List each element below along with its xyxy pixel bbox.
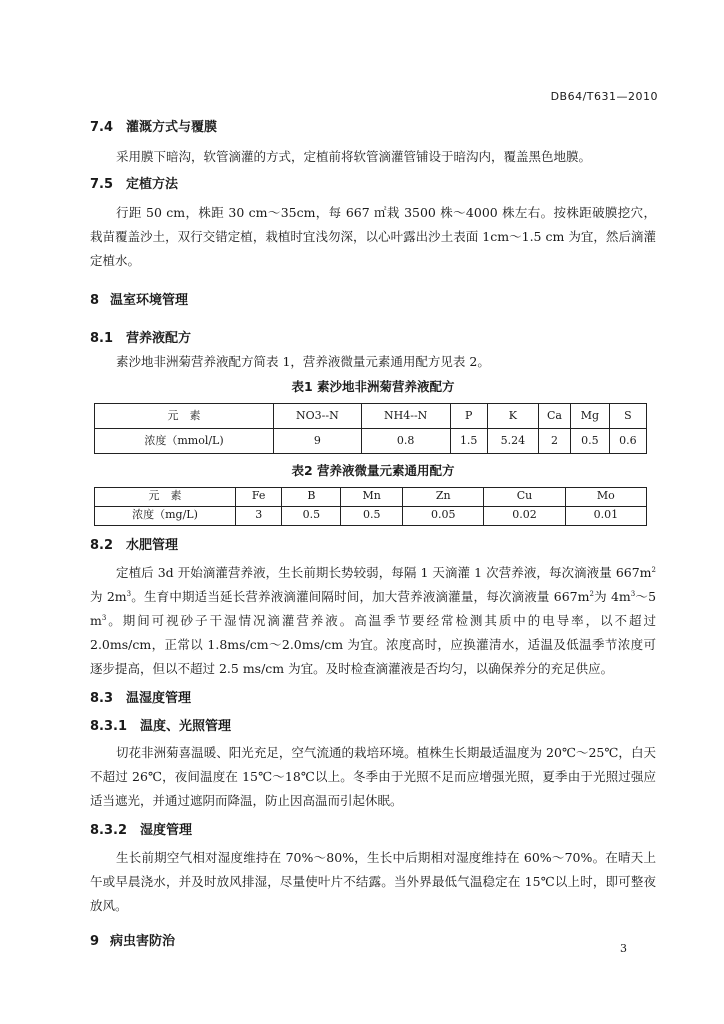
table-header-cell: Cu <box>484 487 565 506</box>
table-cell: 0.5 <box>571 428 610 453</box>
section-title: 湿度管理 <box>140 823 193 838</box>
paragraph-8-3-1: 切花非洲菊喜温暖、阳光充足，空气流通的栽培环境。植株生长期最适温度为 20℃～25℃，白天不超过 26℃，夜间温度在 15℃～18℃以上。冬季由于光照不足而应增强光照，夏季由于光照过强应适当遮光，并通过遮阴而降温，防止因高温而引起休眠。 <box>90 745 656 808</box>
table-cell: 5.24 <box>487 428 538 453</box>
table-header-cell: Ca <box>538 403 570 428</box>
superscript: 2 <box>589 589 594 598</box>
page-content <box>90 112 656 951</box>
table-header-cell: Mn <box>341 487 403 506</box>
table-cell: 0.5 <box>282 506 341 525</box>
table-header-row <box>95 487 647 506</box>
section-title: 水肥管理 <box>126 537 179 553</box>
section-number: 8 <box>90 293 100 308</box>
section-number: 7.5 <box>90 176 114 192</box>
table-2-caption: 表2 营养液微量元素通用配方 <box>291 462 455 478</box>
table-header-cell: Zn <box>403 487 484 506</box>
section-heading-8-3-2 <box>90 821 656 841</box>
table-cell: 0.02 <box>484 506 565 525</box>
section-title: 温度、光照管理 <box>140 718 232 734</box>
table-header-cell: B <box>282 487 341 506</box>
section-title: 营养液配方 <box>126 330 192 346</box>
superscript: 3 <box>630 589 636 598</box>
paragraph-text: ～5 m <box>90 589 657 628</box>
paragraph-text: 为 2m <box>90 589 127 604</box>
table-cell: 0.6 <box>609 428 646 453</box>
table-header-cell: NO3--N <box>274 403 362 428</box>
section-number: 8.3 <box>90 691 114 706</box>
section-number: 8.3.2 <box>90 823 128 838</box>
section-title: 温湿度管理 <box>126 691 192 706</box>
section-heading-8 <box>90 291 656 311</box>
section-heading-9 <box>90 932 656 952</box>
table-header-cell: 元 素 <box>95 403 274 428</box>
section-title: 定植方法 <box>126 176 179 192</box>
section-title: 病虫害防治 <box>110 933 176 949</box>
table-cell: 浓度（mg/L) <box>95 506 236 525</box>
paragraph-8-2 <box>90 561 656 681</box>
section-number: 7.4 <box>90 120 114 135</box>
paragraph-text: 为 4m <box>593 589 631 604</box>
paragraph-8-3-2: 生长前期空气相对湿度维持在 70%～80%，生长中后期相对湿度维持在 60%～70%。在晴天上午或早晨浇水，并及时放风排湿，尽量使叶片不结露。当外界最低气温稳定在 15℃以上时，即可整夜放风。 <box>90 849 656 913</box>
table-row <box>95 506 647 525</box>
paragraph-8-1: 素沙地非洲菊营养液配方简表 1，营养液微量元素通用配方见表 2。 <box>116 354 490 369</box>
paragraph-text: 。生育中期适当延长营养液滴灌间隔时间，加大营养液滴灌量，每次滴液量 667m <box>131 589 590 604</box>
section-title: 灌溉方式与覆膜 <box>126 120 218 135</box>
section-title: 温室环境管理 <box>110 293 189 308</box>
table-header-cell: 元 素 <box>95 487 236 506</box>
section-number: 8.2 <box>90 537 114 553</box>
table-header-cell: Mo <box>565 487 646 506</box>
table-cell: 2 <box>538 428 570 453</box>
table-header-cell: NH4--N <box>361 403 450 428</box>
section-number: 8.1 <box>90 330 114 346</box>
table-cell: 0.8 <box>361 428 450 453</box>
paragraph-7-5: 行距 50 cm，株距 30 cm～35cm，每 667 ㎡栽 3500 株～4000 株左右。按株距破膜挖穴，栽苗覆盖沙土，双行交错定植，栽植时宜浅勿深，以心叶露出沙土表面 1cm～1.5 cm 为宜，然后滴灌定植水。 <box>90 205 656 268</box>
superscript: 3 <box>101 613 107 622</box>
table-cell: 1.5 <box>450 428 487 453</box>
table-header-row <box>95 403 647 428</box>
section-heading-8-3-1 <box>90 717 656 737</box>
table-header-cell: Mg <box>571 403 610 428</box>
table-cell: 浓度（mmol/L) <box>95 428 274 453</box>
superscript: 2 <box>651 565 656 574</box>
table-cell: 9 <box>274 428 362 453</box>
table-2 <box>94 487 647 526</box>
section-number: 9 <box>90 933 100 949</box>
paragraph-text: 定植后 3d 开始滴灌营养液，生长前期长势较弱，每隔 1 天滴灌 1 次营养液，每次滴液量 667m <box>116 565 652 580</box>
document-code: DB64/T631—2010 <box>550 90 658 103</box>
section-heading-7-4 <box>90 118 656 138</box>
table-cell: 0.01 <box>565 506 646 525</box>
table-cell: 3 <box>236 506 282 525</box>
paragraph-7-4: 采用膜下暗沟，软管滴灌的方式，定植前将软管滴灌管铺设于暗沟内，覆盖黑色地膜。 <box>116 148 592 164</box>
section-heading-7-5 <box>90 175 656 195</box>
page-number: 3 <box>620 942 627 955</box>
table-cell: 0.05 <box>403 506 484 525</box>
section-heading-8-1 <box>90 329 656 349</box>
table-1 <box>94 403 647 454</box>
table-header-cell: P <box>450 403 487 428</box>
paragraph-text: 。期间可视砂子干湿情况滴灌营养液。高温季节要经常检测其质中的电导率，以不超过 2.0ms/cm，正常以 1.8ms/cm～2.0ms/cm 为宜。浓度高时，应换灌清水，适温及低温季节浓度可逐步提高，但以不超过 2.5 ms/cm 为宜。及时检查滴灌液是否均匀，以确保养分的充足供应。 <box>90 613 656 676</box>
table-row <box>95 428 647 453</box>
table-cell: 0.5 <box>341 506 403 525</box>
section-number: 8.3.1 <box>90 718 128 734</box>
section-heading-8-3 <box>90 689 656 709</box>
table-header-cell: S <box>609 403 646 428</box>
table-header-cell: Fe <box>236 487 282 506</box>
section-heading-8-2 <box>90 536 656 556</box>
table-1-caption: 表1 素沙地非洲菊营养液配方 <box>291 379 455 394</box>
superscript: 3 <box>126 589 132 598</box>
table-header-cell: K <box>487 403 538 428</box>
